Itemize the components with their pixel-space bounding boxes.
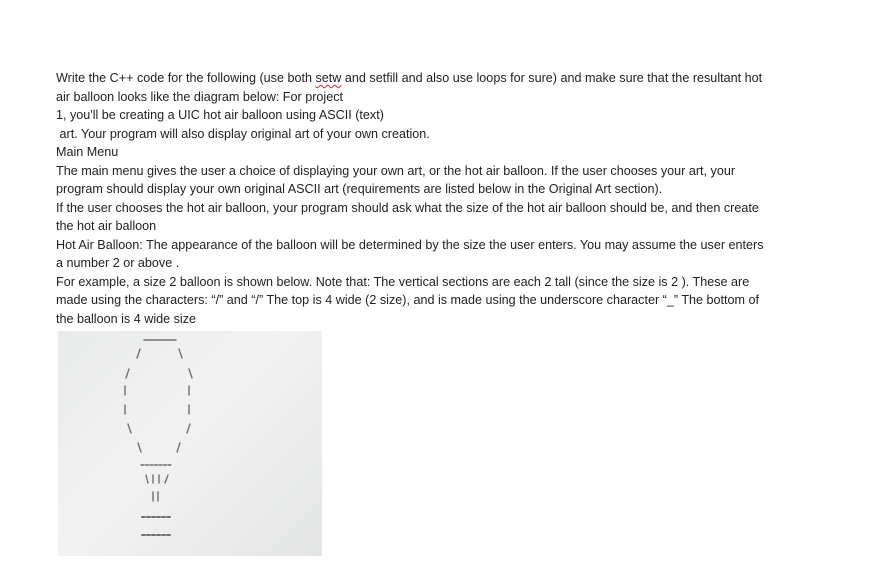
question-text: [56, 69, 816, 328]
text-line: The main menu gives the user a choice of displaying your own art, or the hot air balloon. If the user chooses your art, your: [56, 163, 736, 178]
text-line: air balloon looks like the diagram below: For project: [56, 89, 343, 104]
misspelled-word: setw: [315, 71, 342, 85]
balloon-ascii-drawing: [58, 331, 322, 556]
text-line: 1, you'll be creating a UIC hot air balloon using ASCII (text): [56, 108, 384, 122]
balloon-diagram-photo: [58, 331, 322, 556]
section-heading: Main Menu: [56, 145, 119, 159]
text-segment: Write the C++ code for the following (use both: [56, 71, 316, 85]
text-line: If the user chooses the hot air balloon, your program should ask what the size of the hot air balloon should be, and then create: [56, 200, 759, 215]
text-line: [56, 69, 816, 88]
text-line: art. Your program will also display original art of your own creation.: [56, 126, 430, 141]
text-line: For example, a size 2 balloon is shown below. Note that: The vertical sections are each 2 tall (since the size is 2 ). These are: [56, 274, 750, 289]
text-line: made using the characters: “/” and “/” The top is 4 wide (2 size), and is made using the underscore character “_” The bottom of: [56, 293, 760, 307]
text-line: Hot Air Balloon: The appearance of the balloon will be determined by the size the user enters. You may assume the user enters: [56, 237, 764, 252]
text-line: the hot air balloon: [56, 219, 157, 233]
text-line: program should display your own original ASCII art (requirements are listed below in the Original Art section).: [56, 182, 663, 196]
text-line: a number 2 or above .: [56, 256, 180, 270]
text-line: the balloon is 4 wide size: [56, 311, 197, 326]
text-segment: and setfill and also use loops for sure) and make sure that the resultant hot: [341, 71, 763, 85]
